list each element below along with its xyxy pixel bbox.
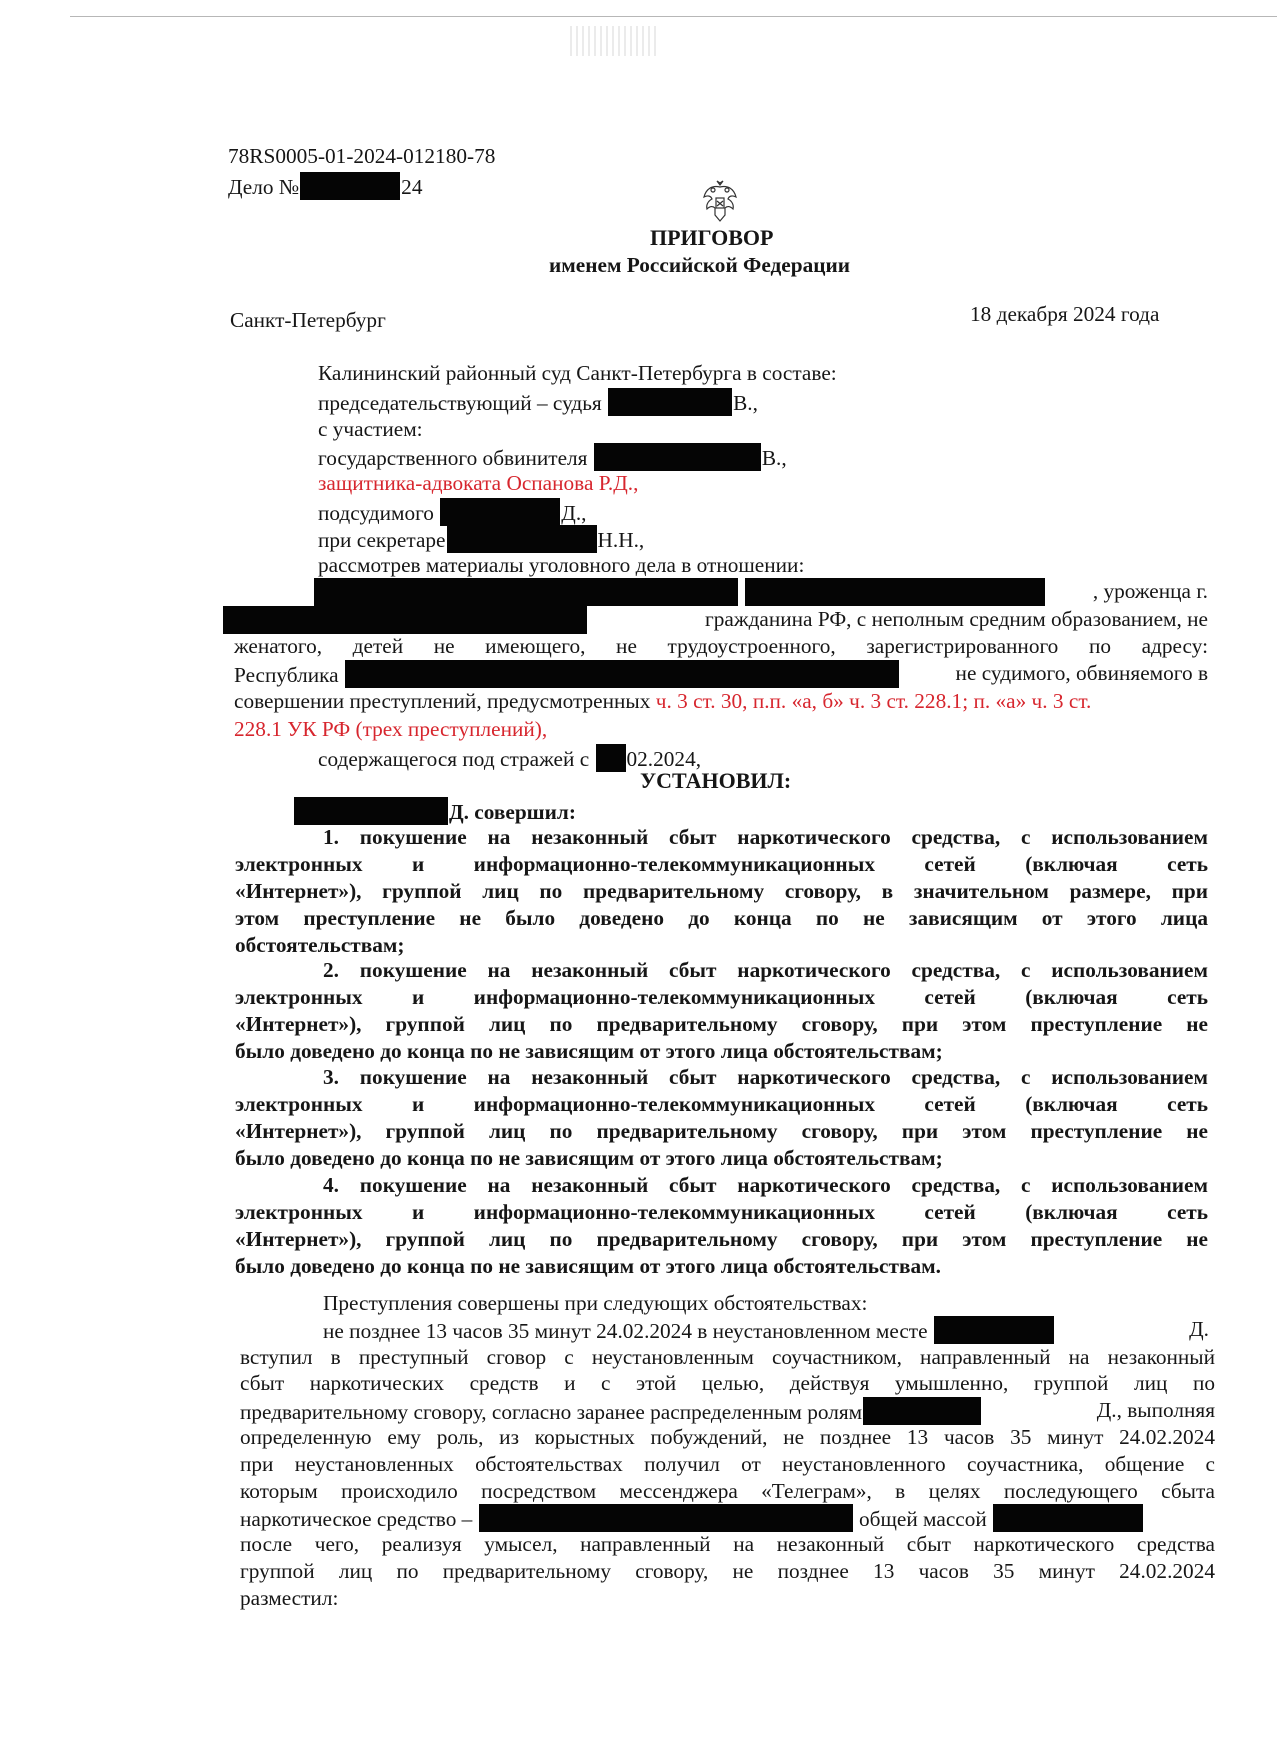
redaction-box bbox=[345, 660, 899, 688]
court-line: Калининский районный суд Санкт-Петербурга в составе: bbox=[318, 361, 837, 385]
defendant-line: подсудимого Д., bbox=[318, 498, 586, 526]
redaction-box bbox=[745, 578, 1045, 606]
committed-line: Д. совершил: bbox=[293, 797, 576, 825]
redaction-box bbox=[596, 744, 626, 772]
coat-of-arms-icon bbox=[700, 179, 740, 223]
circumstances-line-10: группой лиц по предварительному сговору, не позднее 13 часов 35 минут 24.02.2024 bbox=[240, 1559, 1215, 1583]
redaction-box bbox=[314, 578, 738, 606]
charges-articles-line: совершении преступлений, предусмотренных ч. 3 ст. 30, п.п. «а, б» ч. 3 ст. 228.1; п. «а» ч. 3 ст. bbox=[234, 689, 1092, 713]
circumstances-line-8: наркотическое средство – общей массой bbox=[240, 1504, 1215, 1532]
charge-1-line-1: 1. покушение на незаконный сбыт наркотического средства, с использованием bbox=[323, 825, 1208, 849]
faint-stamp-mark bbox=[570, 26, 660, 56]
secretary-line: при секретаре Н.Н., bbox=[318, 525, 644, 553]
scan-top-edge bbox=[70, 16, 1277, 17]
custody-line: содержащегося под стражей с 02.2024, bbox=[318, 744, 701, 772]
city: Санкт-Петербург bbox=[230, 308, 386, 332]
defendant-name-line: , уроженца г. bbox=[313, 578, 1208, 606]
circumstances-line-5: определенную ему роль, из корыстных побуждений, не позднее 13 часов 35 минут 24.02.2024 bbox=[240, 1425, 1215, 1449]
redaction-box bbox=[294, 797, 448, 825]
circumstances-line-4: предварительному сговору, согласно заранее распределенным ролям Д., выполняя bbox=[240, 1398, 1215, 1424]
judge-line: председательствующий – судья В., bbox=[318, 388, 758, 416]
circumstances-line-2: вступил в преступный сговор с неустановленным соучастником, направленный на незаконный bbox=[240, 1345, 1215, 1369]
document-title: ПРИГОВОР bbox=[650, 225, 774, 250]
materials-line: рассмотрев материалы уголовного дела в отношении: bbox=[318, 553, 805, 577]
charge-1-line-2: электронных и информационно-телекоммуникационных сетей (включая сеть bbox=[235, 852, 1208, 876]
charge-3-line-2: электронных и информационно-телекоммуникационных сетей (включая сеть bbox=[235, 1092, 1208, 1116]
redaction-box bbox=[300, 172, 400, 200]
charge-3-line-1: 3. покушение на незаконный сбыт наркотического средства, с использованием bbox=[323, 1065, 1208, 1089]
charge-4-line-2: электронных и информационно-телекоммуникационных сетей (включая сеть bbox=[235, 1200, 1208, 1224]
circumstances-line-3: сбыт наркотических средств и с этой целью, действуя умышленно, группой лиц по bbox=[240, 1371, 1215, 1395]
redaction-box bbox=[447, 525, 597, 553]
charge-4-line-1: 4. покушение на незаконный сбыт наркотического средства, с использованием bbox=[323, 1173, 1208, 1197]
circumstances-line-7: которым происходило посредством мессенджера «Телеграм», в целях последующего сбыта bbox=[240, 1479, 1215, 1503]
charge-4-line-4: было доведено до конца по не зависящим от этого лица обстоятельствам. bbox=[235, 1254, 941, 1278]
redaction-box bbox=[608, 388, 732, 416]
charge-2-line-4: было доведено до конца по не зависящим от этого лица обстоятельствам; bbox=[235, 1039, 943, 1063]
charge-1-line-5: обстоятельствам; bbox=[235, 933, 405, 957]
charge-4-line-3: «Интернет»), группой лиц по предварительному сговору, при этом преступление не bbox=[235, 1227, 1208, 1251]
circumstances-line-9: после чего, реализуя умысел, направленный на незаконный сбыт наркотического средства bbox=[240, 1532, 1215, 1556]
charge-1-line-3: «Интернет»), группой лиц по предварительному сговору, в значительном размере, при bbox=[235, 879, 1208, 903]
charges-count-line: 228.1 УК РФ (трех преступлений), bbox=[234, 717, 548, 741]
case-uid: 78RS0005-01-2024-012180-78 bbox=[228, 144, 496, 168]
circumstances-intro: Преступления совершены при следующих обстоятельствах: bbox=[323, 1291, 868, 1315]
established-heading: УСТАНОВИЛ: bbox=[640, 768, 792, 793]
prosecutor-line: государственного обвинителя В., bbox=[318, 443, 787, 471]
charge-3-line-3: «Интернет»), группой лиц по предварительному сговору, при этом преступление не bbox=[235, 1119, 1208, 1143]
charge-2-line-2: электронных и информационно-телекоммуникационных сетей (включая сеть bbox=[235, 985, 1208, 1009]
verdict-date: 18 декабря 2024 года bbox=[970, 302, 1160, 326]
circumstances-line-1: не позднее 13 часов 35 минут 24.02.2024 в неустановленном месте Д. bbox=[323, 1317, 1209, 1343]
document-subtitle: именем Российской Федерации bbox=[549, 253, 851, 277]
defendant-birthplace-line: гражданина РФ, с неполным средним образованием, не bbox=[222, 606, 1208, 634]
defendant-status-line: женатого, детей не имеющего, не трудоустроенного, зарегистрированного по адресу: bbox=[234, 634, 1208, 658]
defender-line: защитника-адвоката Оспанова Р.Д., bbox=[318, 471, 639, 495]
circumstances-line-11: разместил: bbox=[240, 1586, 339, 1610]
charge-2-line-1: 2. покушение на незаконный сбыт наркотического средства, с использованием bbox=[323, 958, 1208, 982]
charge-3-line-4: было доведено до конца по не зависящим от этого лица обстоятельствам; bbox=[235, 1146, 943, 1170]
case-number: Дело № 24 bbox=[228, 172, 422, 200]
participation-line: с участием: bbox=[318, 417, 423, 441]
defendant-address-line: Республика не судимого, обвиняемого в bbox=[234, 661, 1208, 687]
redaction-box bbox=[440, 498, 560, 526]
redaction-box bbox=[934, 1316, 1054, 1344]
redaction-box bbox=[479, 1504, 853, 1532]
charge-1-line-4: этом преступление не было доведено до конца по не зависящим от этого лица bbox=[235, 906, 1208, 930]
charge-2-line-3: «Интернет»), группой лиц по предварительному сговору, при этом преступление не bbox=[235, 1012, 1208, 1036]
redaction-box bbox=[594, 443, 761, 471]
redaction-box bbox=[993, 1504, 1143, 1532]
redaction-box bbox=[223, 606, 587, 634]
redaction-box bbox=[863, 1397, 981, 1425]
circumstances-line-6: при неустановленных обстоятельствах получил от неустановленного соучастника, общение с bbox=[240, 1452, 1215, 1476]
